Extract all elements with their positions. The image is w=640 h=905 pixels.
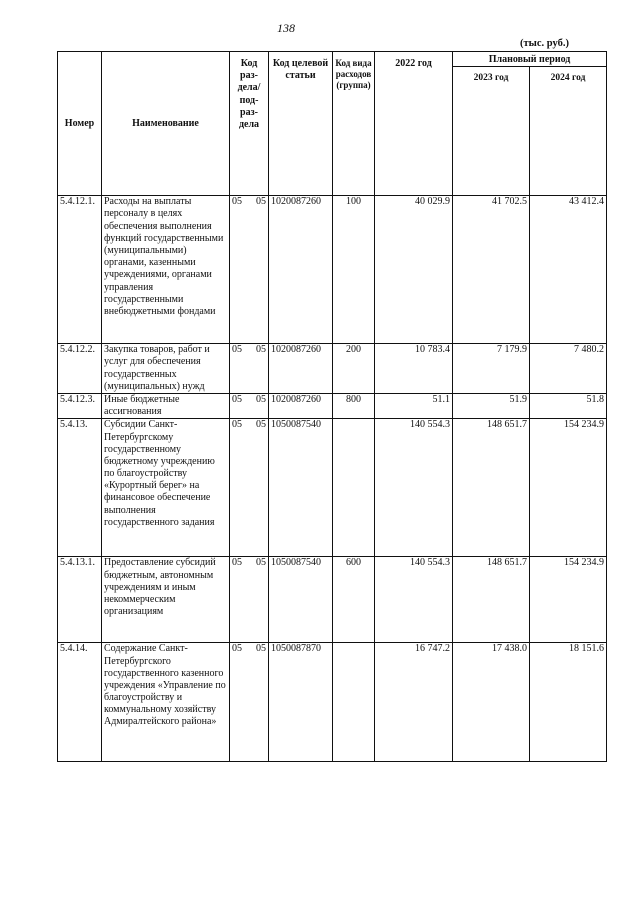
row-amount-2024: 154 234.9: [530, 419, 607, 557]
row-target-code: 1020087260: [269, 344, 333, 394]
row-amount-2022: 10 783.4: [375, 344, 453, 394]
row-section: 05: [230, 419, 248, 557]
table-row: [58, 419, 607, 557]
row-expense-code: [333, 419, 375, 557]
row-number: 5.4.12.1.: [58, 196, 102, 344]
row-expense-code: 600: [333, 557, 375, 643]
row-amount-2023: 7 179.9: [453, 344, 530, 394]
row-subsection: 05: [248, 557, 269, 643]
row-amount-2023: 148 651.7: [453, 419, 530, 557]
header-name: Наименование: [102, 52, 230, 196]
table-row: [58, 643, 607, 762]
row-amount-2023: 51.9: [453, 393, 530, 418]
row-number: 5.4.12.3.: [58, 393, 102, 418]
row-section: 05: [230, 344, 248, 394]
row-subsection: 05: [248, 196, 269, 344]
row-subsection: 05: [248, 393, 269, 418]
header-2022: 2022 год: [375, 52, 453, 196]
row-name: Иные бюджетные ассигнования: [102, 393, 230, 418]
row-amount-2024: 7 480.2: [530, 344, 607, 394]
row-name: Содержание Санкт-Петербургского государственного казенного учреждения «Управление по благоустройству и коммунальному хозяйству Адмиралтейского района»: [102, 643, 230, 762]
row-expense-code: 200: [333, 344, 375, 394]
header-2023: 2023 год: [453, 67, 530, 196]
header-2024: 2024 год: [530, 67, 607, 196]
row-amount-2022: 40 029.9: [375, 196, 453, 344]
table-row: [58, 557, 607, 643]
row-amount-2022: 51.1: [375, 393, 453, 418]
row-subsection: 05: [248, 344, 269, 394]
header-number: Номер: [58, 52, 102, 196]
header-expense-code: Код вида расходов (группа): [333, 52, 375, 196]
row-amount-2024: 18 151.6: [530, 643, 607, 762]
row-section: 05: [230, 196, 248, 344]
row-expense-code: [333, 643, 375, 762]
row-expense-code: 800: [333, 393, 375, 418]
row-amount-2022: 16 747.2: [375, 643, 453, 762]
row-amount-2022: 140 554.3: [375, 419, 453, 557]
row-name: Закупка товаров, работ и услуг для обеспечения государственных (муниципальных) нужд: [102, 344, 230, 394]
row-name: Предоставление субсидий бюджетным, автономным учреждениям и иным некоммерческим организациям: [102, 557, 230, 643]
table-row: [58, 393, 607, 418]
row-amount-2024: 154 234.9: [530, 557, 607, 643]
row-amount-2023: 17 438.0: [453, 643, 530, 762]
row-number: 5.4.13.: [58, 419, 102, 557]
row-number: 5.4.13.1.: [58, 557, 102, 643]
page-number: 138: [277, 21, 295, 35]
row-number: 5.4.12.2.: [58, 344, 102, 394]
header-row: [58, 52, 607, 67]
row-subsection: 05: [248, 643, 269, 762]
row-target-code: 1020087260: [269, 393, 333, 418]
row-section: 05: [230, 393, 248, 418]
budget-table: [57, 51, 607, 762]
header-planning-period: Плановый период: [453, 52, 607, 67]
units-label: (тыс. руб.): [520, 38, 569, 49]
header-section-code: Код раз-дела/ под-раз-дела: [230, 52, 269, 196]
row-name: Расходы на выплаты персоналу в целях обеспечения выполнения функций государственными (муниципальными) органами, казенными учреждениями, органами управления государственными внебюджетными фондами: [102, 196, 230, 344]
row-target-code: 1050087540: [269, 557, 333, 643]
row-subsection: 05: [248, 419, 269, 557]
row-expense-code: 100: [333, 196, 375, 344]
row-target-code: 1050087870: [269, 643, 333, 762]
row-amount-2024: 43 412.4: [530, 196, 607, 344]
row-name: Субсидии Санкт-Петербургскому государственному бюджетному учреждению по благоустройству «Курортный берег» на финансовое обеспечение выполнения государственного задания: [102, 419, 230, 557]
row-target-code: 1050087540: [269, 419, 333, 557]
row-amount-2023: 148 651.7: [453, 557, 530, 643]
row-amount-2024: 51.8: [530, 393, 607, 418]
row-section: 05: [230, 643, 248, 762]
table-row: [58, 344, 607, 394]
row-target-code: 1020087260: [269, 196, 333, 344]
row-number: 5.4.14.: [58, 643, 102, 762]
table-row: [58, 196, 607, 344]
row-amount-2022: 140 554.3: [375, 557, 453, 643]
row-amount-2023: 41 702.5: [453, 196, 530, 344]
header-target-code: Код целевой статьи: [269, 52, 333, 196]
row-section: 05: [230, 557, 248, 643]
